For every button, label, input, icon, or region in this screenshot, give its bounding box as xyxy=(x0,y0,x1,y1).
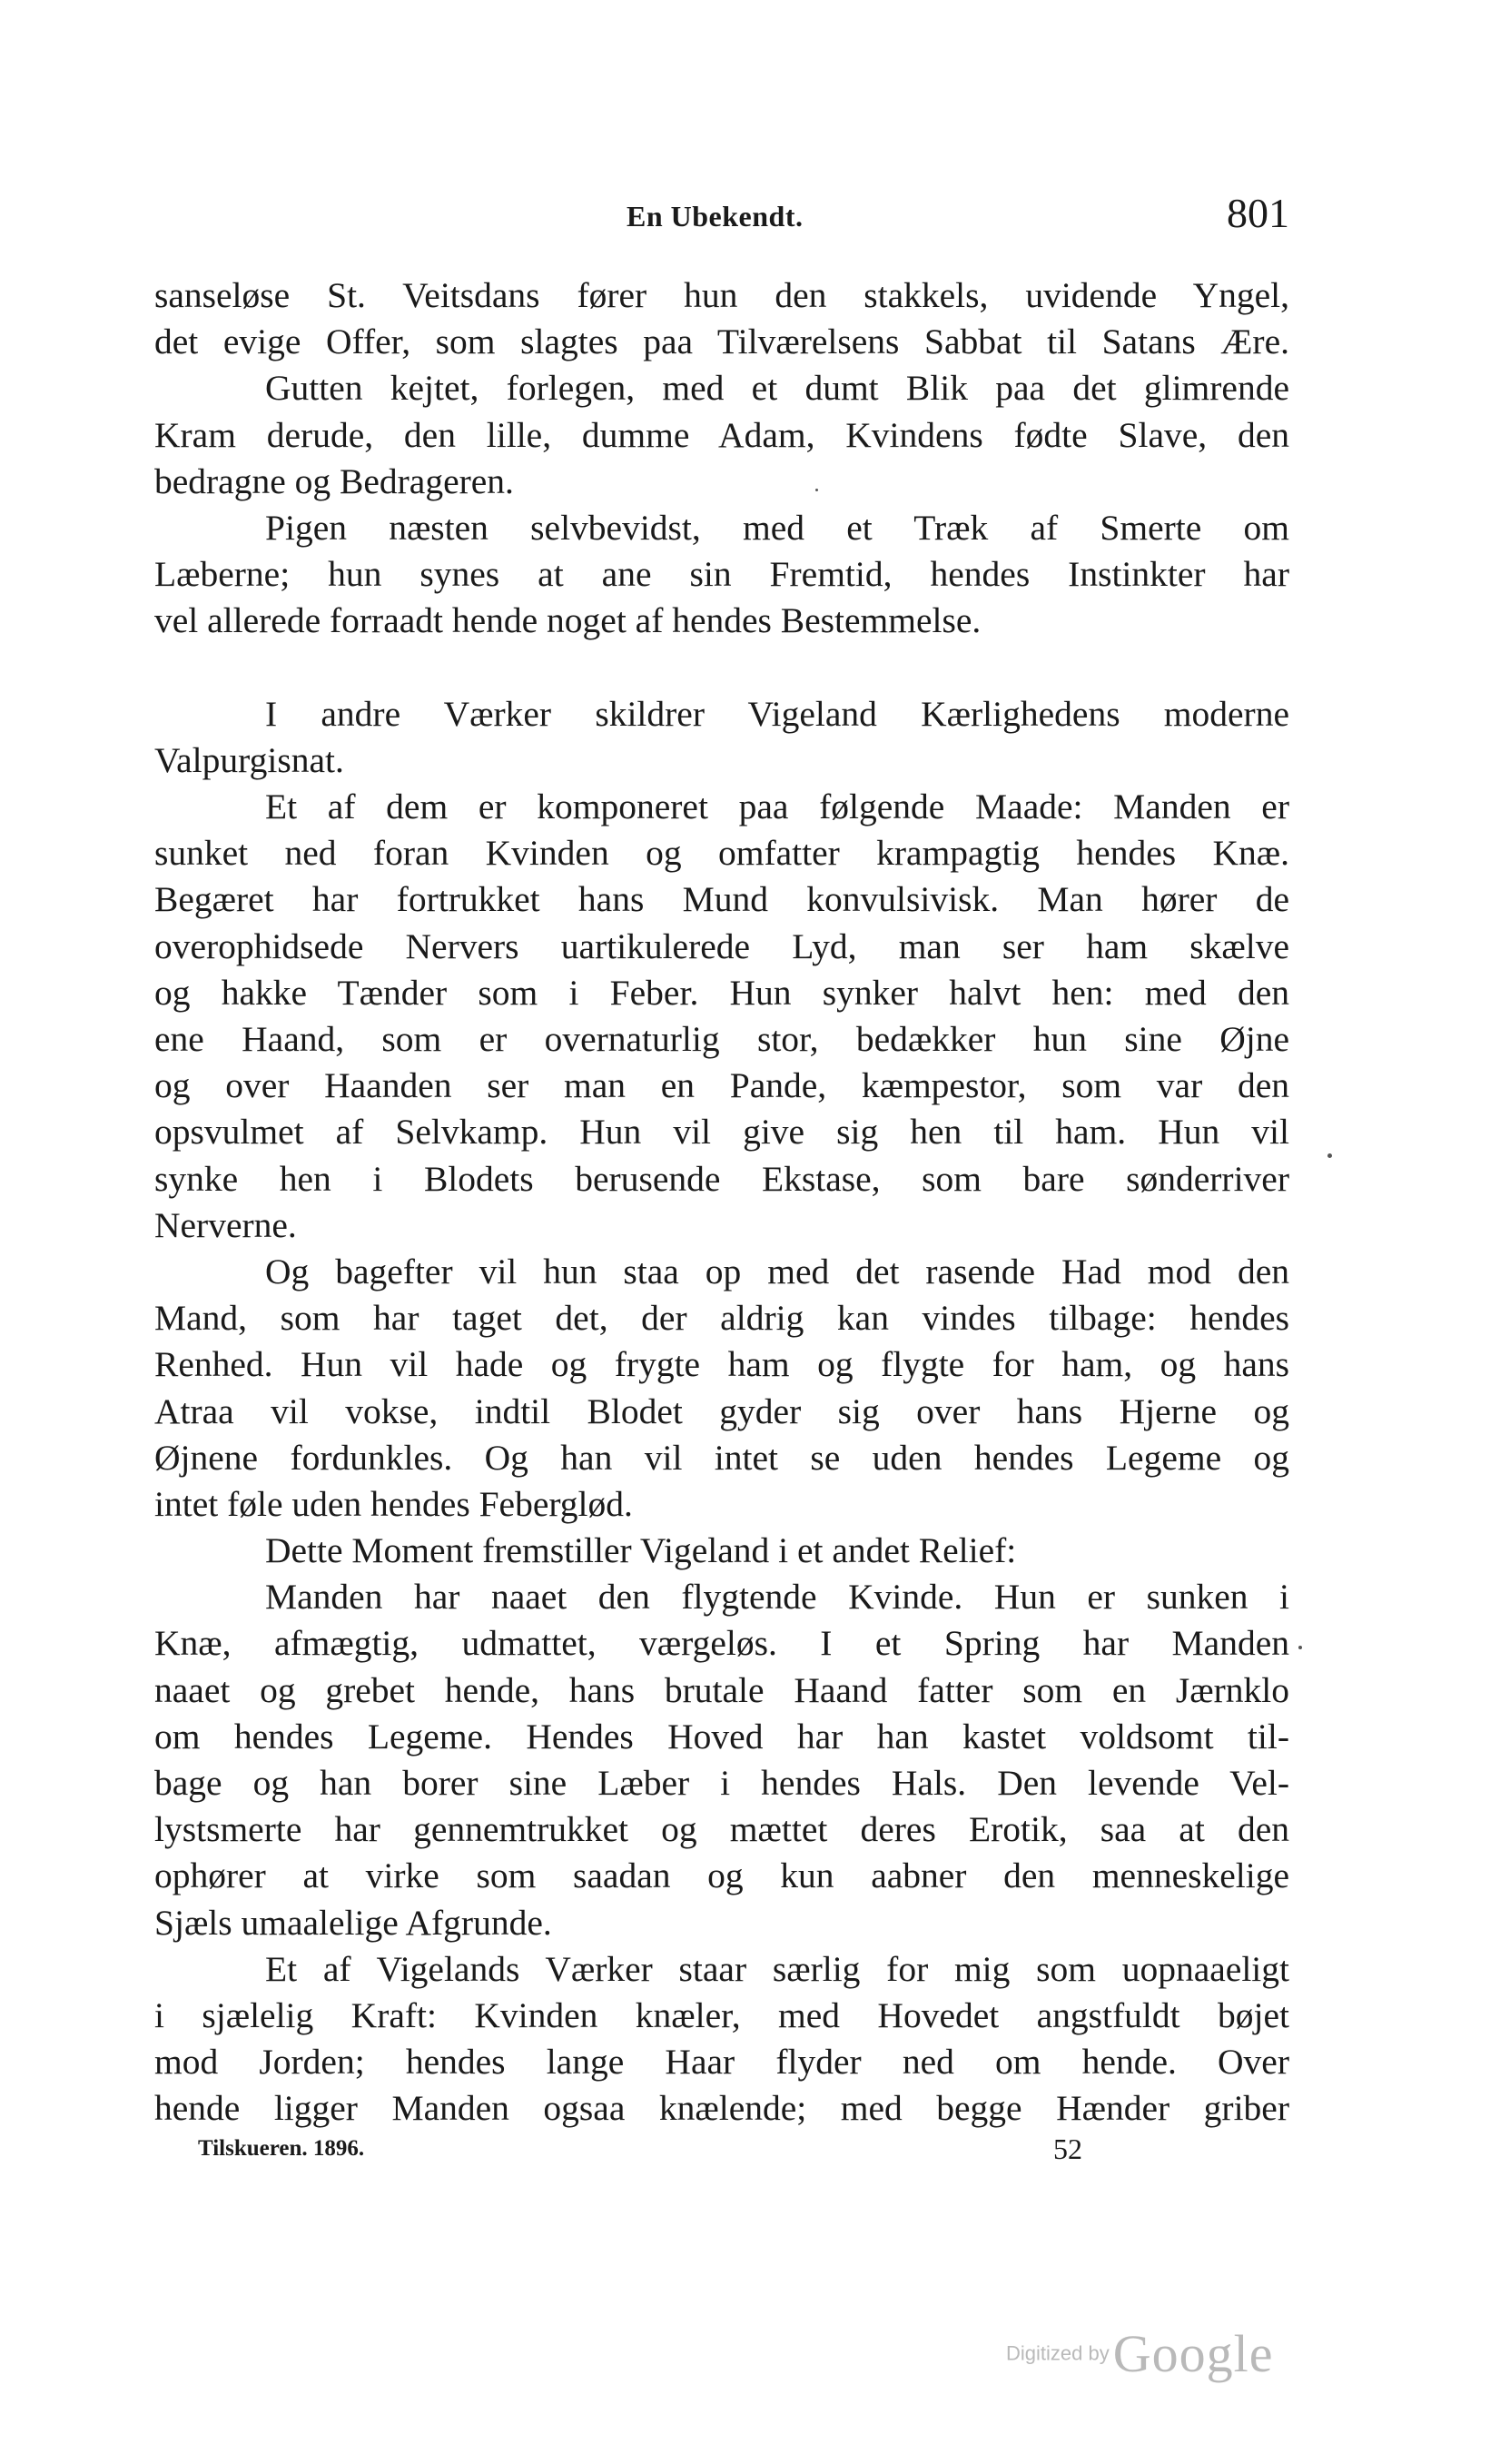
text-line: vel allerede forraadt hende noget af hendes Bestemmelse. xyxy=(154,600,982,641)
text-line: bage og han borer sine Læber i hendes Hals. Den levende Vel- xyxy=(154,1763,1289,1803)
text-line: Valpurgisnat. xyxy=(154,739,344,780)
text-line: Manden har naaet den flygtende Kvinde. Hun er sunken i xyxy=(265,1577,1289,1618)
print-speck xyxy=(1298,1646,1302,1649)
text-line: lystsmerte har gennemtrukket og mættet deres Erotik, saa at den xyxy=(154,1809,1289,1850)
text-line: opsvulmet af Selvkamp. Hun vil give sig hen til ham. Hun vil xyxy=(154,1112,1289,1153)
text-line: Gutten kejtet, forlegen, med et dumt Blik paa det glimrende xyxy=(265,368,1289,409)
page-number: 801 xyxy=(1227,190,1289,236)
text-line: Dette Moment fremstiller Vigeland i et andet Relief: xyxy=(265,1530,1017,1571)
text-line: Læberne; hun synes at ane sin Fremtid, hendes Instinkter har xyxy=(154,554,1289,595)
print-speck xyxy=(1327,1153,1332,1158)
text-line: Renhed. Hun vil hade og frygte ham og flygte for ham, og hans xyxy=(154,1344,1289,1385)
digitized-watermark xyxy=(1006,2323,1273,2384)
digitized-by-text: Digitized by xyxy=(1006,2341,1110,2365)
text-line: Knæ, afmægtig, udmattet, værgeløs. I et Spring har Manden xyxy=(154,1623,1289,1664)
text-line: mod Jorden; hendes lange Haar flyder ned om hende. Over xyxy=(154,2042,1289,2083)
gathering-signature: 52 xyxy=(1053,2132,1082,2165)
text-line: det evige Offer, som slagtes paa Tilværelsens Sabbat til Satans Ære. xyxy=(154,322,1289,362)
text-line: overophidsede Nervers uartikulerede Lyd, man ser ham skælve xyxy=(154,925,1289,966)
running-title: En Ubekendt. xyxy=(627,200,804,233)
text-line: synke hen i Blodets berusende Ekstase, som bare sønderriver xyxy=(154,1158,1289,1199)
text-line: sanseløse St. Veitsdans fører hun den stakkels, uvidende Yngel, xyxy=(154,275,1289,315)
text-line: og hakke Tænder som i Feber. Hun synker halvt hen: med den xyxy=(154,972,1289,1013)
text-line: Begæret har fortrukket hans Mund konvulsivisk. Man hører de xyxy=(154,879,1289,920)
text-line: ophører at virke som saadan og kun aabner den menneskelige xyxy=(154,1855,1289,1896)
text-line: bedragne og Bedrageren. xyxy=(154,460,514,501)
text-line: i sjælelig Kraft: Kvinden knæler, med Hovedet angstfuldt bøjet xyxy=(154,1994,1289,2035)
text-line: intet føle uden hendes Feberglød. xyxy=(154,1483,633,1524)
text-line: I andre Værker skildrer Vigeland Kærlighedens moderne xyxy=(265,693,1289,734)
text-line: Mand, som har taget det, der aldrig kan vindes tilbage: hendes xyxy=(154,1298,1289,1339)
text-line: hende ligger Manden ogsaa knælende; med begge Hænder griber xyxy=(154,2088,1289,2129)
text-line: Pigen næsten selvbevidst, med et Træk af Smerte om xyxy=(265,507,1289,548)
text-line: Nerverne. xyxy=(154,1204,297,1245)
body-text xyxy=(154,272,1289,2132)
text-line: Øjnene fordunkles. Og han vil intet se uden hendes Legeme og xyxy=(154,1437,1289,1478)
text-line: og over Haanden ser man en Pande, kæmpestor, som var den xyxy=(154,1065,1289,1106)
text-line: sunket ned foran Kvinden og omfatter krampagtig hendes Knæ. xyxy=(154,833,1289,874)
text-line: Et af Vigelands Værker staar særlig for mig som uopnaaeligt xyxy=(265,1948,1289,1989)
text-line: Atraa vil vokse, indtil Blodet gyder sig over hans Hjerne og xyxy=(154,1390,1289,1431)
page-footer xyxy=(198,2132,1106,2172)
running-head xyxy=(154,189,1289,243)
google-wordmark: Google xyxy=(1112,2324,1274,2383)
text-line: Et af dem er komponeret paa følgende Maade: Manden er xyxy=(265,787,1289,827)
paragraph-gap xyxy=(154,645,1289,691)
text-line: ene Haand, som er overnaturlig stor, bedækker hun sine Øjne xyxy=(154,1019,1289,1059)
journal-signature: Tilskueren. 1896. xyxy=(198,2136,365,2161)
text-line: naaet og grebet hende, hans brutale Haand fatter som en Jærnklo xyxy=(154,1669,1289,1710)
print-speck xyxy=(815,489,818,491)
text-line: om hendes Legeme. Hendes Hoved har han kastet voldsomt til- xyxy=(154,1716,1289,1756)
text-line: Og bagefter vil hun staa op med det rasende Had mod den xyxy=(265,1251,1289,1291)
text-line: Sjæls umaalelige Afgrunde. xyxy=(154,1902,552,1943)
text-line: Kram derude, den lille, dumme Adam, Kvindens fødte Slave, den xyxy=(154,414,1289,455)
